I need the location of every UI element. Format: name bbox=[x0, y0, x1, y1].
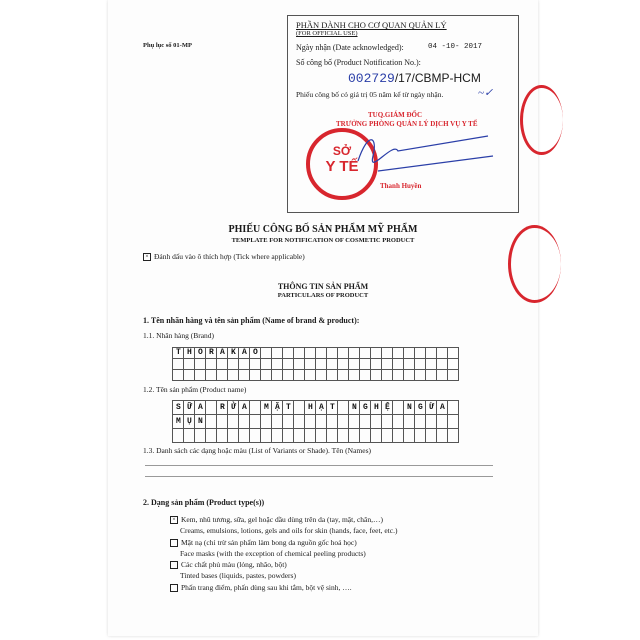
notification-suffix: /17/CBMP-HCM bbox=[394, 71, 481, 85]
number-label: Số công bố (Product Notification No.): bbox=[296, 58, 421, 67]
variants-line bbox=[145, 465, 493, 466]
product-row-text: MỤN bbox=[176, 417, 210, 426]
official-title: PHẦN DÀNH CHO CƠ QUAN QUẢN LÝ bbox=[296, 20, 447, 30]
date-value: 04 -10- 2017 bbox=[428, 43, 483, 51]
type-en: Tinted bases (liquids, pastes, powders) bbox=[180, 571, 296, 581]
validity-note: Phiếu công bố có giá trị 05 năm kể từ ngày nhận. bbox=[296, 90, 444, 99]
product-type-option[interactable] bbox=[170, 514, 397, 525]
notification-number: 002729 bbox=[348, 71, 395, 86]
tick-note: Đánh dấu vào ô thích hợp (Tick where applicable) bbox=[154, 252, 305, 261]
grid-row bbox=[173, 370, 459, 381]
type-vi: Phấn trang điểm, phấn dùng sau khi tắm, bột vệ sinh, …. bbox=[181, 582, 352, 592]
official-subtitle: (FOR OFFICIAL USE) bbox=[296, 30, 358, 37]
signer-title-2: TRƯỞNG PHÒNG QUẢN LÝ DỊCH VỤ Y TẾ bbox=[336, 120, 478, 128]
type-vi: Mặt nạ (chỉ trừ sản phẩm làm bong da nguồn gốc hoá học) bbox=[181, 537, 357, 547]
heading-brand-product: 1. Tên nhãn hàng và tên sản phẩm (Name of brand & product): bbox=[143, 316, 360, 325]
date-label: Ngày nhận (Date acknowledged): bbox=[296, 43, 404, 52]
grid-row bbox=[173, 415, 459, 429]
type-vi: Các chất phủ màu (lỏng, nhão, bột) bbox=[181, 560, 287, 570]
grid-row bbox=[173, 359, 459, 370]
grid-row bbox=[173, 348, 459, 359]
seal-text-1: SỞ bbox=[332, 144, 352, 158]
checked-box-icon: × bbox=[143, 253, 151, 261]
checkbox-icon[interactable] bbox=[170, 561, 178, 569]
initials-signature: ~✓ bbox=[478, 87, 494, 99]
variants-line bbox=[145, 476, 493, 477]
label-variants: 1.3. Danh sách các dạng hoặc màu (List of Variants or Shade). Tên (Names) bbox=[143, 446, 371, 455]
margin-seal-1 bbox=[520, 85, 563, 155]
brand-row-text: THORAKAO bbox=[176, 348, 265, 357]
brand-grid bbox=[172, 347, 459, 381]
checkbox-icon[interactable] bbox=[170, 539, 178, 547]
document-title: PHIẾU CÔNG BỐ SẢN PHẨM MỸ PHẨM bbox=[228, 224, 418, 235]
type-vi: Kem, nhũ tương, sữa, gel hoặc dầu dùng trên da (tay, mặt, chân,…) bbox=[181, 515, 383, 524]
product-row-text: SỮA RỬA MẶT HẠT NGHỆ NGỪA bbox=[176, 403, 452, 412]
label-product-name: 1.2. Tên sản phẩm (Product name) bbox=[143, 385, 247, 394]
section-title: THÔNG TIN SẢN PHẨM bbox=[277, 282, 369, 291]
product-type-option[interactable] bbox=[170, 559, 397, 570]
label-brand: 1.1. Nhãn hàng (Brand) bbox=[143, 331, 215, 340]
document-title-en: TEMPLATE FOR NOTIFICATION OF COSMETIC PRODUCT bbox=[231, 237, 415, 244]
product-type-list bbox=[170, 514, 397, 593]
product-type-option[interactable] bbox=[170, 537, 397, 548]
section-title-en: PARTICULARS OF PRODUCT bbox=[277, 292, 369, 299]
seal-text-2: Y TẾ bbox=[325, 158, 359, 175]
product-name-grid bbox=[172, 400, 459, 443]
product-type-option[interactable] bbox=[170, 582, 397, 593]
appendix-label: Phụ lục số 01-MP bbox=[143, 42, 192, 49]
type-en: Face masks (with the exception of chemical peeling products) bbox=[180, 548, 366, 558]
checked-box-icon[interactable]: × bbox=[170, 516, 178, 524]
grid-row bbox=[173, 401, 459, 415]
type-en: Creams, emulsions, lotions, gels and oils for skin (hands, face, feet, etc.) bbox=[180, 526, 398, 536]
signer-name: Thanh Huyền bbox=[380, 182, 422, 190]
official-use-box bbox=[287, 15, 519, 213]
grid-row bbox=[173, 429, 459, 443]
heading-product-type: 2. Dạng sản phẩm (Product type(s)) bbox=[143, 498, 265, 507]
signature bbox=[348, 126, 498, 176]
signer-title-1: TUQ.GIÁM ĐỐC bbox=[368, 111, 423, 119]
checkbox-icon[interactable] bbox=[170, 584, 178, 592]
